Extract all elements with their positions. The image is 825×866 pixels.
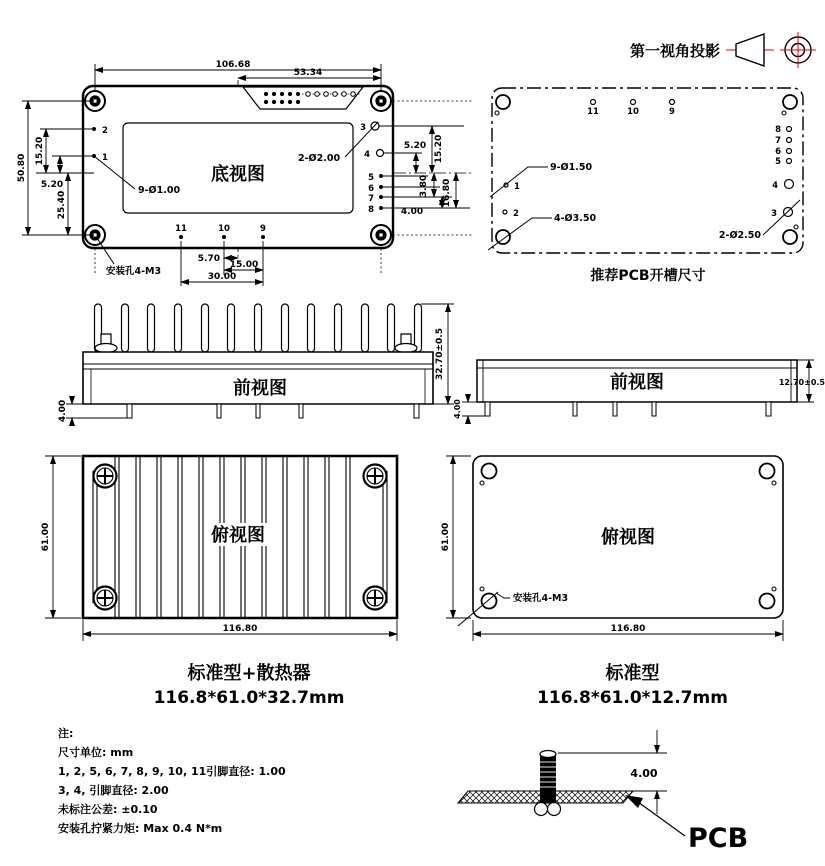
- pcb-pin-detail-drawing: [452, 720, 825, 866]
- dim-label: 61.00: [441, 522, 451, 552]
- note-line: 尺寸单位: mm: [58, 746, 134, 759]
- variant-size: 116.8*61.0*32.7mm: [153, 688, 345, 708]
- pin-label: 9: [669, 107, 675, 117]
- dim-label: 25.40: [57, 190, 67, 220]
- dim-label: 106.68: [215, 60, 251, 70]
- dim-label: 15.00: [229, 260, 259, 270]
- pin-label: 5: [368, 173, 374, 183]
- pin-label: 10: [627, 107, 639, 117]
- leader-label: 安装孔4-M3: [106, 266, 162, 277]
- solder-bumps: [535, 803, 561, 816]
- note-line: 未标注公差: ±0.10: [58, 803, 158, 816]
- pcb-layout-drawing: [478, 70, 825, 292]
- dim-label: 5.20: [403, 141, 427, 151]
- top-view-title: 俯视图: [211, 525, 265, 546]
- pin-label: 4: [772, 181, 778, 191]
- caption-heatsink-variant: [35, 662, 463, 710]
- leader-label: 安装孔4-M3: [513, 593, 569, 604]
- projection-label: 第一视角投影: [630, 42, 721, 60]
- front-view-title: 前视图: [610, 372, 664, 393]
- pin-label: 3: [360, 123, 366, 133]
- pin-label: 7: [368, 194, 374, 204]
- dim-label: 50.80: [17, 153, 27, 183]
- front-view-title: 前视图: [233, 378, 287, 399]
- dim-label: 116.80: [222, 624, 258, 634]
- variant-size: 116.8*61.0*12.7mm: [537, 688, 728, 708]
- pin-label: 6: [368, 184, 374, 194]
- pin-label: 4: [364, 150, 370, 160]
- pin-label: 6: [775, 147, 781, 157]
- pcb-label: PCB: [688, 823, 749, 854]
- pin-label: 8: [775, 125, 781, 135]
- pcb-leader-arrow: [625, 795, 685, 836]
- projection-symbol: [628, 28, 824, 76]
- pin-label: 9: [260, 224, 266, 234]
- leader-label: 9-Ø1.00: [138, 185, 181, 196]
- leader-label: 9-Ø1.50: [550, 162, 593, 173]
- notes-heading: 注:: [58, 727, 74, 740]
- dim-label: 15.20: [35, 136, 45, 166]
- dim-label: 116.80: [610, 624, 646, 634]
- bottom-pins: [485, 402, 771, 416]
- front-view-standard-drawing: [440, 328, 825, 436]
- dim-label: 5.20: [40, 180, 64, 190]
- front-view-heatsink-drawing: [38, 294, 466, 426]
- pin-label: 1: [102, 153, 108, 163]
- note-line: 3, 4, 引脚直径: 2.00: [58, 784, 169, 797]
- pcb-view-title: 推荐PCB开槽尺寸: [590, 268, 706, 284]
- pin-label: 11: [175, 224, 187, 234]
- dim-label: 4.00: [453, 399, 462, 419]
- pcb-pin-holes: [503, 100, 794, 217]
- cone-symbol: [736, 34, 764, 66]
- variant-title: 标准型+散热器: [187, 663, 311, 684]
- pin-label: 1: [514, 182, 520, 192]
- dim-label: 53.34: [293, 68, 323, 78]
- pcb-outline: [492, 88, 803, 253]
- pin-body: [540, 751, 556, 804]
- pin-label: 8: [368, 205, 374, 215]
- bottom-view-title: 底视图: [211, 164, 265, 185]
- top-connector-region: [243, 87, 363, 109]
- dim-label: 4.00: [630, 767, 658, 780]
- pin-label: 11: [587, 107, 599, 117]
- dim-label: 5.70: [197, 254, 220, 264]
- dim-label: 12.70±0.5: [778, 378, 825, 387]
- dim-label: 15.20: [434, 134, 444, 164]
- dim-label: 3.80: [419, 174, 429, 198]
- notes-block: [58, 724, 286, 838]
- note-line: 1, 2, 5, 6, 7, 8, 9, 10, 11引脚直径: 1.00: [58, 765, 286, 778]
- pcb-corner-holes: [495, 95, 798, 244]
- pin-label: 2: [102, 126, 108, 136]
- pin-label: 3: [771, 209, 777, 219]
- dim-label: 61.00: [41, 522, 51, 552]
- dim-label: 4.00: [400, 207, 424, 217]
- top-view-standard-drawing: [440, 441, 825, 663]
- pin-label: 2: [513, 209, 519, 219]
- heatsink-fins: [95, 304, 422, 352]
- top-view-title: 俯视图: [601, 527, 655, 548]
- bottom-view-drawing: [8, 56, 476, 294]
- caption-standard-variant: [440, 662, 825, 710]
- dim-label: 16.80: [442, 178, 452, 208]
- note-line: 安装孔拧紧力矩: Max 0.4 N*m: [58, 822, 223, 835]
- dim-label: 30.00: [207, 272, 237, 282]
- leader-label: 4-Ø3.50: [554, 213, 597, 224]
- top-view-heatsink-drawing: [35, 441, 463, 663]
- dim-label: 4.00: [58, 399, 68, 423]
- leader-label: 2-Ø2.50: [718, 230, 761, 241]
- bottom-pins: [127, 404, 419, 418]
- pin-label: 10: [218, 224, 230, 234]
- dim-label: 32.70±0.5: [435, 328, 445, 380]
- pin-label: 5: [775, 157, 781, 167]
- variant-title: 标准型: [605, 663, 660, 684]
- leader-label: 2-Ø2.00: [298, 153, 341, 164]
- pin-label: 7: [775, 136, 781, 146]
